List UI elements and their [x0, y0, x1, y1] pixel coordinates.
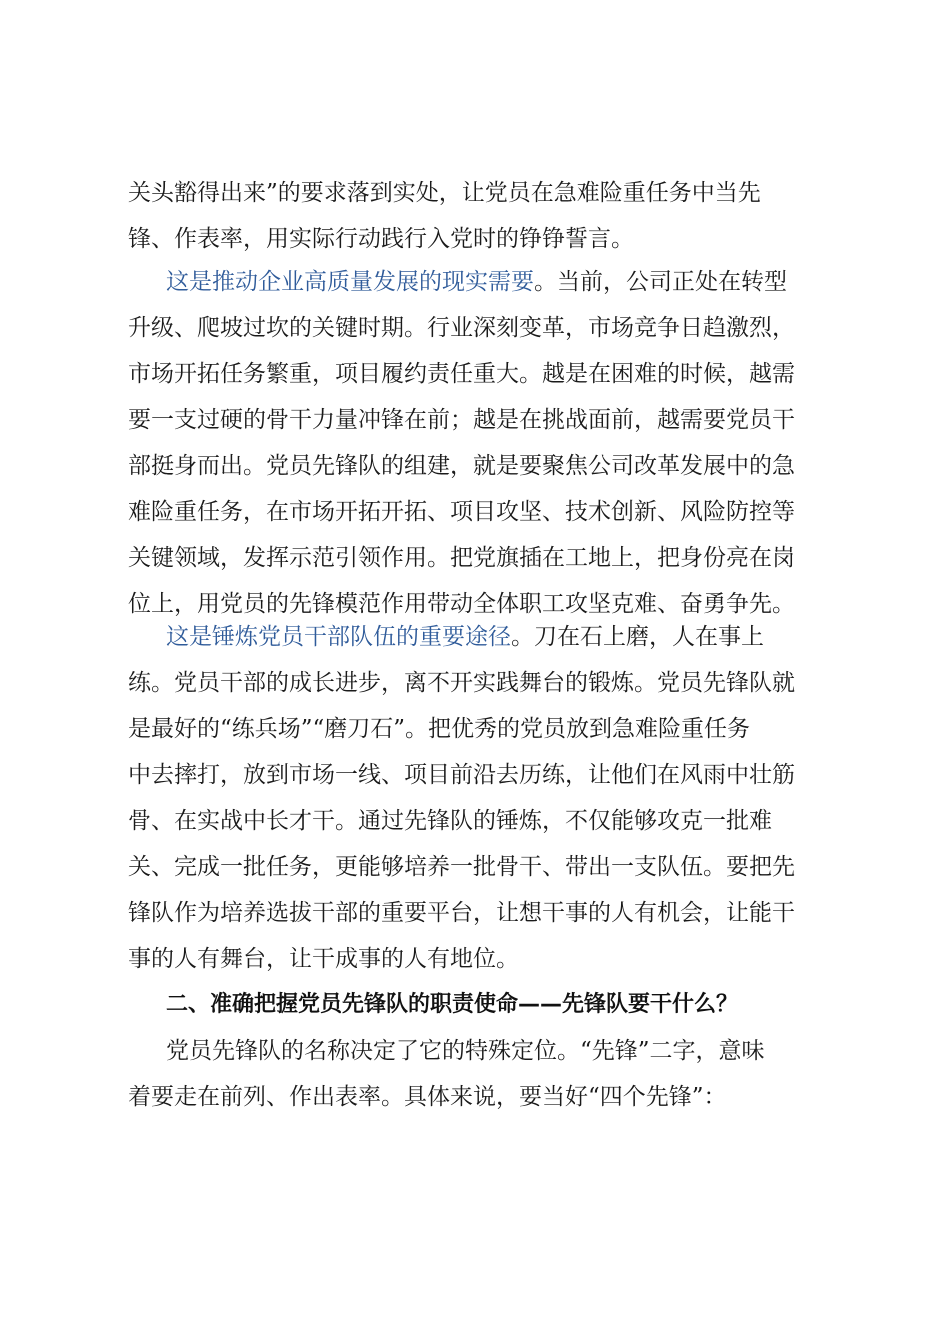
- paragraph-line: 位上，用党员的先锋模范作用带动全体职工攻坚克难、奋勇争先。: [128, 591, 795, 617]
- paragraph-first-line-rest: 。刀在石上磨，人在事上: [511, 624, 764, 650]
- paragraph-first-line-rest: 。当前，公司正处在转型: [534, 269, 787, 295]
- paragraph-line: 锋、作表率，用实际行动践行入党时的铮铮誓言。: [128, 226, 634, 252]
- paragraph-line: 市场开拓任务繁重，项目履约责任重大。越是在困难的时候，越需: [128, 361, 795, 387]
- paragraph-first-line: [166, 259, 866, 305]
- paragraph-first-line: [166, 614, 866, 660]
- paragraph-line: 部挺身而出。党员先锋队的组建，就是要聚焦公司改革发展中的急: [128, 453, 795, 479]
- paragraph-line: 难险重任务，在市场开拓开拓、项目攻坚、技术创新、风险防控等: [128, 499, 795, 525]
- paragraph-line: 骨、在实战中长才干。通过先锋队的锤炼，不仅能够攻克一批难: [128, 808, 772, 834]
- section-heading: 二、准确把握党员先锋队的职责使命——先锋队要干什么？: [166, 992, 739, 1017]
- paragraph-line: 中去摔打，放到市场一线、项目前沿去历练，让他们在风雨中壮筋: [128, 762, 795, 788]
- paragraph-line: 关、完成一批任务，更能够培养一批骨干、带出一支队伍。要把先: [128, 854, 795, 880]
- paragraph-line: 要一支过硬的骨干力量冲锋在前；越是在挑战面前，越需要党员干: [128, 407, 795, 433]
- paragraph-line: 是最好的“练兵场”“磨刀石”。把优秀的党员放到急难险重任务: [128, 716, 751, 742]
- paragraph-line: 升级、爬坡过坎的关键时期。行业深刻变革，市场竞争日趋激烈，: [128, 315, 795, 341]
- paragraph-line: 锋队作为培养选拔干部的重要平台，让想干事的人有机会，让能干: [128, 900, 795, 926]
- paragraph-line: 关头豁得出来”的要求落到实处，让党员在急难险重任务中当先: [128, 180, 761, 206]
- paragraph-line: 关键领域，发挥示范引领作用。把党旗插在工地上，把身份亮在岗: [128, 545, 795, 571]
- paragraph-line: 着要走在前列、作出表率。具体来说，要当好“四个先锋”：: [128, 1084, 727, 1110]
- paragraph-line: 事的人有舞台，让干成事的人有地位。: [128, 946, 519, 972]
- paragraph-line: 练。党员干部的成长进步，离不开实践舞台的锻炼。党员先锋队就: [128, 670, 795, 696]
- paragraph-first-line: 党员先锋队的名称决定了它的特殊定位。“先锋”二字，意味: [166, 1038, 765, 1064]
- paragraph-lead-sentence: 这是锤炼党员干部队伍的重要途径: [166, 624, 511, 650]
- paragraph-lead-sentence: 这是推动企业高质量发展的现实需要: [166, 269, 534, 295]
